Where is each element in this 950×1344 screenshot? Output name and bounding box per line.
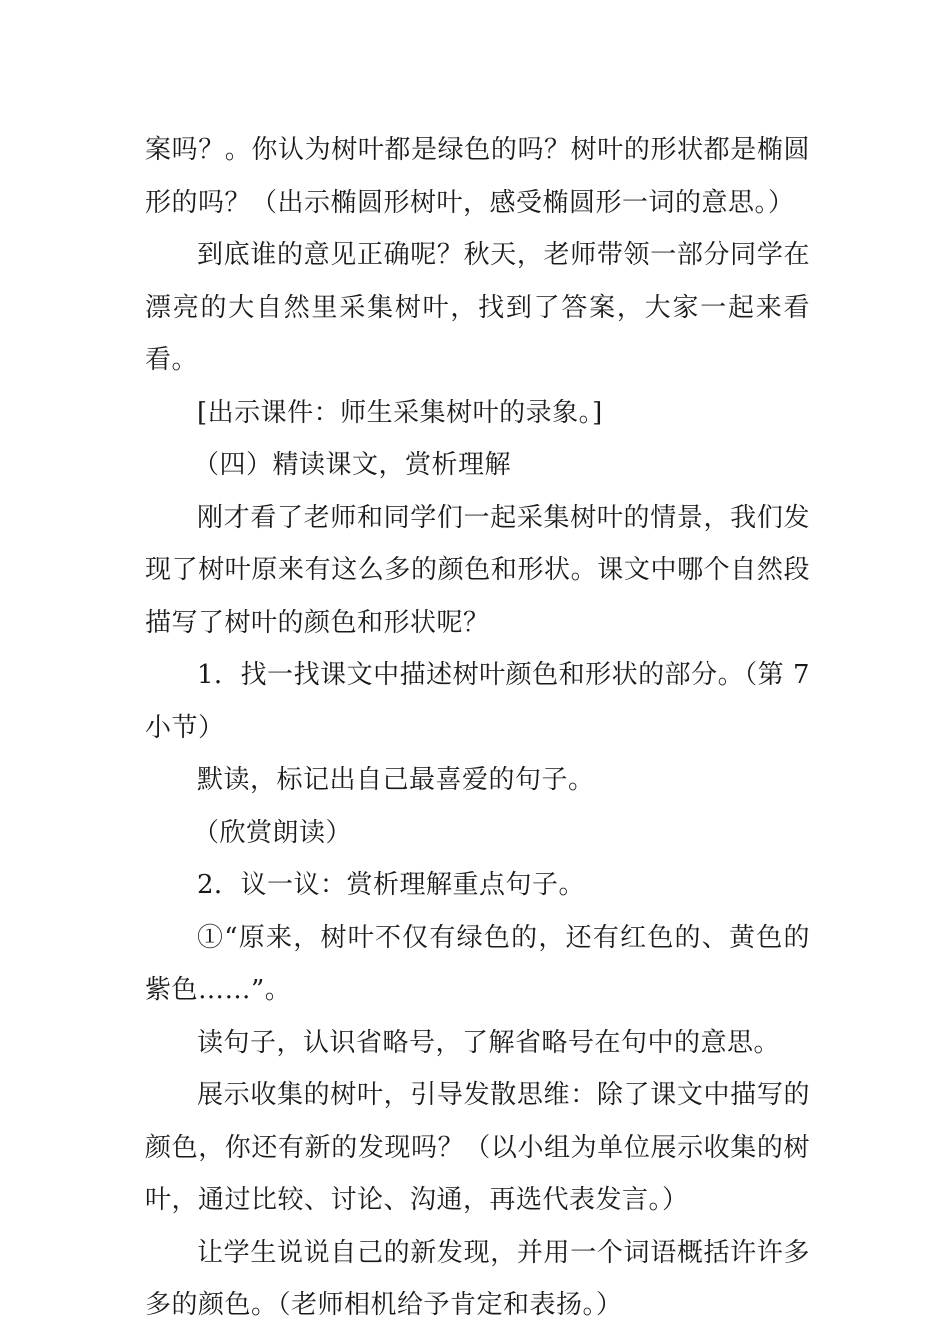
paragraph-9: 2．议一议：赏析理解重点句子。 xyxy=(197,870,586,900)
paragraph-3: [出示课件：师生采集树叶的录象。] xyxy=(197,397,603,428)
paragraph-1: 案吗？。你认为树叶都是绿色的吗？树叶的形状都是椭圆形的吗？（出示椭圆形树叶，感受椭圆形一词的意思。） xyxy=(145,135,810,218)
paragraph-2: 到底谁的意见正确呢？秋天，老师带领一部分同学在漂亮的大自然里采集树叶，找到了答案，大家一起来看看。 xyxy=(145,240,810,375)
paragraph-13: 让学生说说自己的新发现，并用一个词语概括许许多多的颜色。（老师相机给予肯定和表扬。） xyxy=(145,1237,810,1320)
paragraph-12: 展示收集的树叶，引导发散思维：除了课文中描写的颜色，你还有新的发现吗？（以小组为单位展示收集的树叶，通过比较、讨论、沟通，再选代表发言。） xyxy=(145,1080,810,1215)
paragraph-5: 刚才看了老师和同学们一起采集树叶的情景，我们发现了树叶原来有这么多的颜色和形状。课文中哪个自然段描写了树叶的颜色和形状呢？ xyxy=(145,502,810,638)
document-body xyxy=(145,124,810,1332)
paragraph-6: 1．找一找课文中描述树叶颜色和形状的部分。（第 7 小节） xyxy=(145,660,810,743)
section-heading: （四）精读课文，赏析理解 xyxy=(193,450,512,480)
paragraph-7: 默读，标记出自己最喜爱的句子。 xyxy=(197,765,595,795)
paragraph-10: ①“原来，树叶不仅有绿色的，还有红色的、黄色的紫色……”。 xyxy=(145,922,810,1005)
paragraph-8: （欣赏朗读） xyxy=(193,817,353,848)
paragraph-11: 读句子，认识省略号，了解省略号在句中的意思。 xyxy=(197,1027,781,1058)
